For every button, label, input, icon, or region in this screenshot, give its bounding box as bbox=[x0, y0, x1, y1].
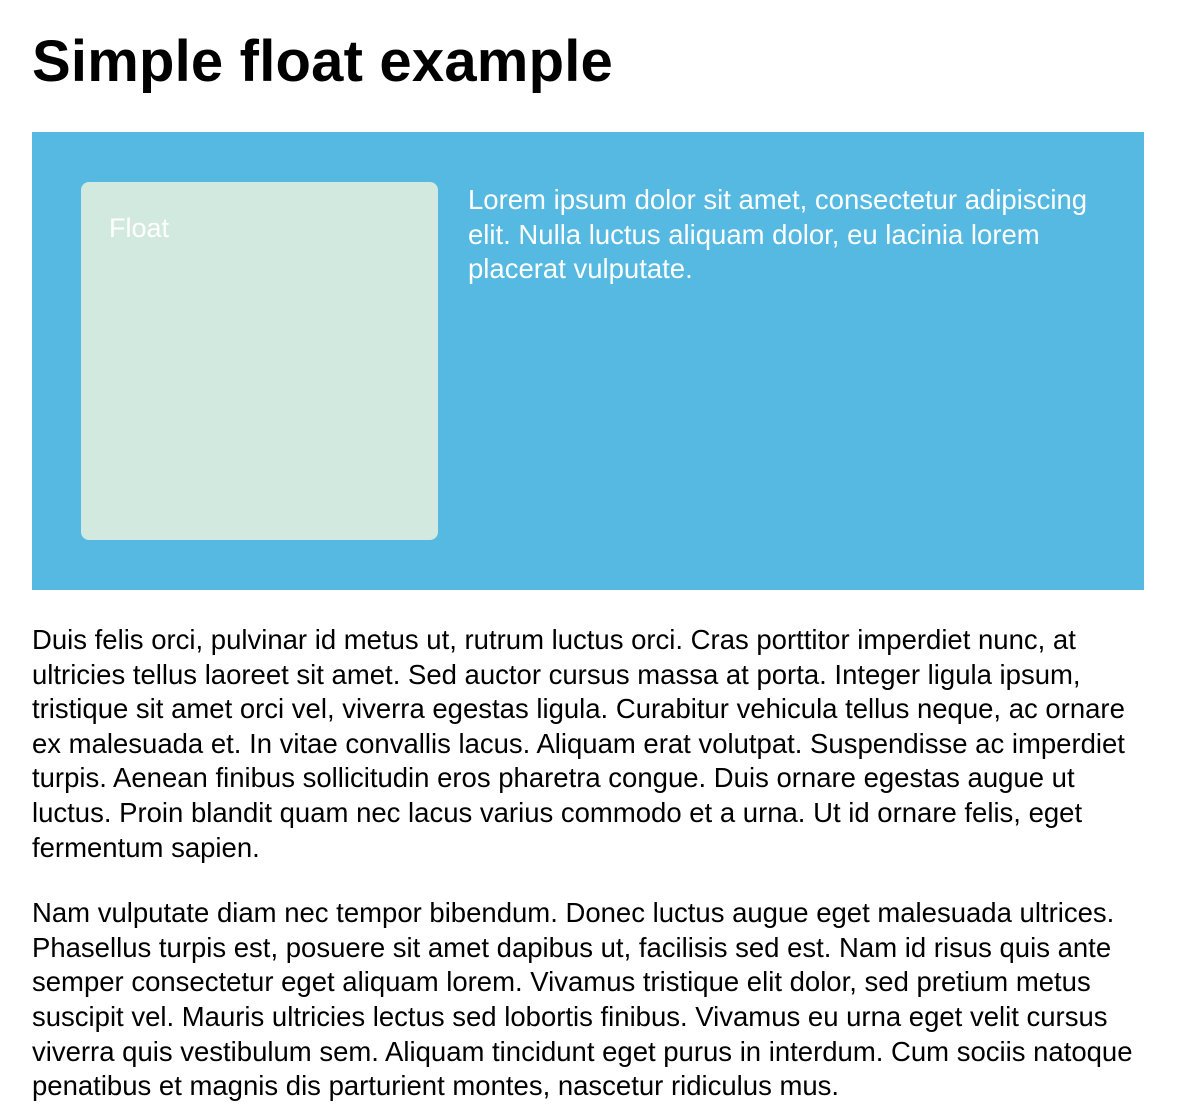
body-paragraph-2: Nam vulputate diam nec tempor bibendum. Donec luctus augue eget malesuada ultrices. Phasellus turpis est, posuere sit amet dapibus ut, facilisis sed est. Nam id risus quis ante semper consectetur eget aliquam lorem. Vivamus tristique elit dolor, sed pretium metus suscipit vel. Mauris ultricies lectus sed lobortis finibus. Vivamus eu urna eget velit cursus viverra quis vestibulum sem. Aliquam tincidunt eget purus in interdum. Cum sociis natoque penatibus et magnis dis parturient montes, nascetur ridiculus mus. bbox=[32, 897, 1133, 1102]
box-paragraph: Lorem ipsum dolor sit amet, consectetur adipiscing elit. Nulla luctus aliquam dolor, eu lacinia lorem placerat vulputate. bbox=[468, 184, 1088, 284]
page bbox=[32, 0, 1144, 1104]
float-label: Float bbox=[109, 213, 170, 243]
float-container bbox=[32, 132, 1144, 590]
body-paragraph-1: Duis felis orci, pulvinar id metus ut, rutrum luctus orci. Cras porttitor imperdiet nunc, at ultricies tellus laoreet sit amet. Sed auctor cursus massa at porta. Integer ligula ipsum, tristique sit amet orci vel, viverra egestas ligula. Curabitur vehicula tellus neque, ac ornare ex malesuada et. In vitae convallis lacus. Aliquam erat volutpat. Suspendisse ac imperdiet turpis. Aenean finibus sollicitudin eros pharetra congue. Duis ornare egestas augue ut luctus. Proin blandit quam nec lacus varius commodo et a urna. Ut id ornare felis, eget fermentum sapien. bbox=[32, 624, 1125, 863]
float-box bbox=[81, 182, 438, 540]
page-title: Simple float example bbox=[32, 29, 613, 94]
